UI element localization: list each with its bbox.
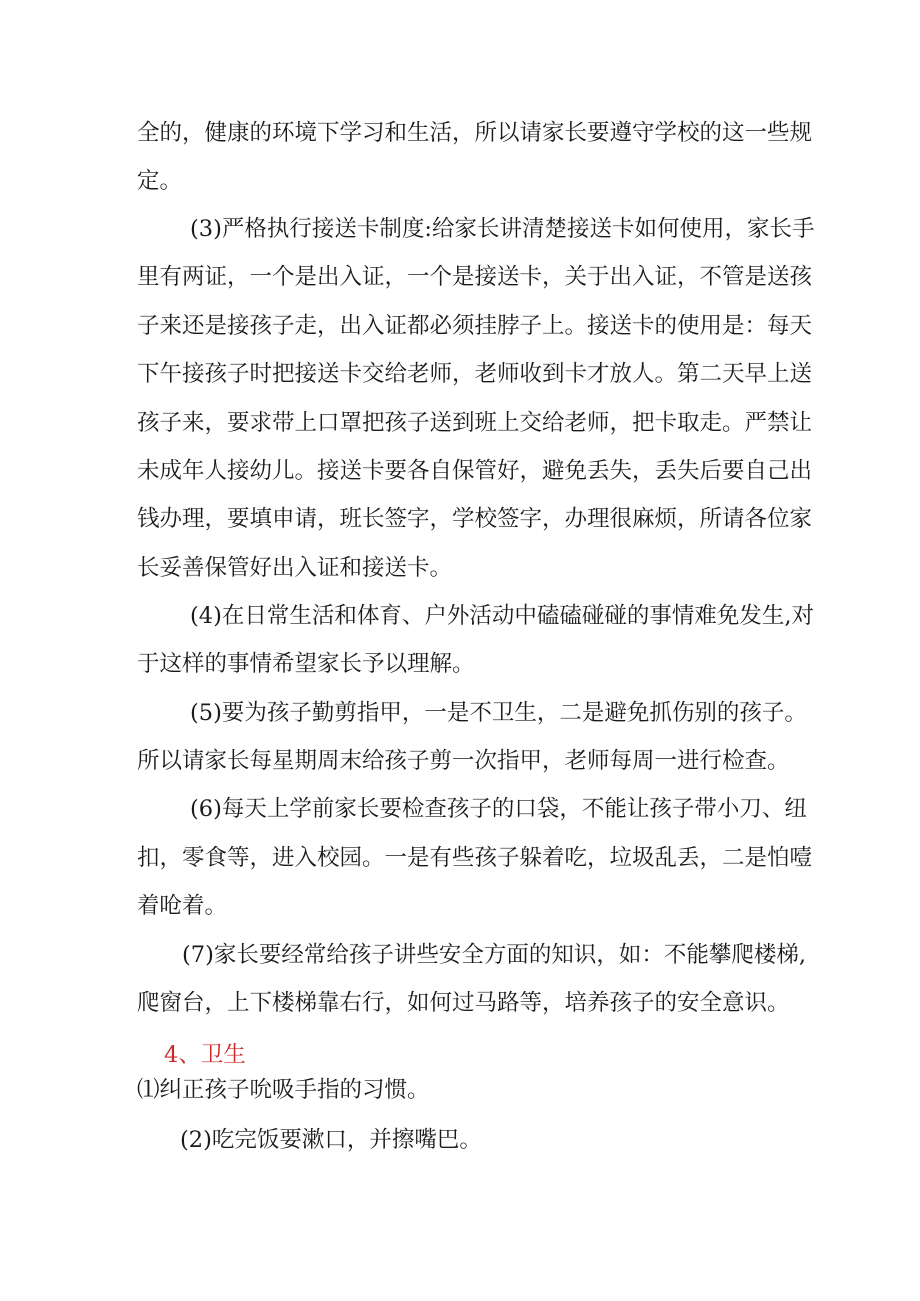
text-line: 未成年人接幼儿。接送卡要各自保管好，避免丢失，丢失后要自己出 xyxy=(137,458,813,484)
text-line: 下午接孩子时把接送卡交给老师，老师收到卡才放人。第二天早上送 xyxy=(137,361,813,387)
hygiene-item: ⑴纠正孩子吮吸手指的习惯。 xyxy=(137,1077,430,1103)
text-line: 爬窗台，上下楼梯靠右行，如何过马路等，培养孩子的安全意识。 xyxy=(137,990,790,1016)
text-line: 里有两证，一个是出入证，一个是接送卡，关于出入证，不管是送孩 xyxy=(137,264,813,290)
text-line: 孩子来，要求带上口罩把孩子送到班上交给老师，把卡取走。严禁让 xyxy=(137,410,813,436)
paragraph-7-start: (7)家长要经常给孩子讲些安全方面的知识，如：不能攀爬楼梯, xyxy=(182,942,807,968)
paragraph-6-start: (6)每天上学前家长要检查孩子的口袋，不能让孩子带小刀、纽 xyxy=(190,796,807,822)
text-line: 于这样的事情希望家长予以理解。 xyxy=(137,651,475,677)
paragraph-3-start: (3)严格执行接送卡制度:给家长讲清楚接送卡如何使用，家长手 xyxy=(190,216,815,242)
section-heading: 4、卫生 xyxy=(164,1042,246,1068)
text-line: 钱办理，要填申请，班长签字，学校签字，办理很麻烦，所请各位家 xyxy=(137,506,813,532)
text-line: 着呛着。 xyxy=(137,893,228,919)
text-line: 子来还是接孩子走，出入证都必须挂脖子上。接送卡的使用是：每天 xyxy=(137,313,813,339)
paragraph-5-start: (5)要为孩子勤剪指甲，一是不卫生，二是避免抓伤别的孩子。 xyxy=(190,700,807,726)
text-line: 定。 xyxy=(137,168,183,194)
text-line: 全的，健康的环境下学习和生活，所以请家长要遵守学校的这一些规 xyxy=(137,120,813,146)
text-line: 所以请家长每星期周末给孩子剪一次指甲，老师每周一进行检查。 xyxy=(137,748,790,774)
text-line: 扣，零食等，进入校园。一是有些孩子躲着吃，垃圾乱丢，二是怕噎 xyxy=(137,845,813,871)
paragraph-4-start: (4)在日常生活和体育、户外活动中磕磕碰碰的事情难免发生,对 xyxy=(190,603,815,629)
hygiene-item: (2)吃完饭要漱口，并擦嘴巴。 xyxy=(180,1127,482,1153)
text-line: 长妥善保管好出入证和接送卡。 xyxy=(137,555,453,581)
